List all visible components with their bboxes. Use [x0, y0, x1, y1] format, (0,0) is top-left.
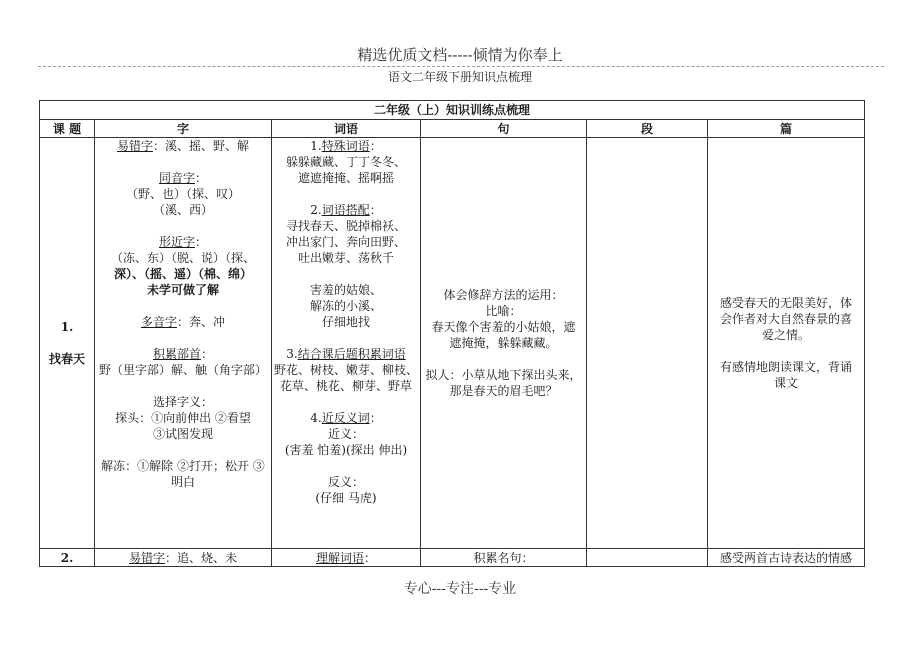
paragraph-cell [587, 138, 708, 549]
jiedong-meaning-2: 明白 [170, 475, 195, 489]
header-lesson: 课 题 [40, 120, 95, 138]
synonyms-value: (害羞 怕羞)(探出 伸出) [284, 443, 408, 457]
similar-chars-line-2: 深）、（摇、遥）（棉、绵） [113, 267, 252, 281]
header-words: 词语 [272, 120, 421, 138]
homophones-line-1: （野、也）（探、叹） [125, 187, 240, 201]
error-prone-label: 易错字 [116, 139, 153, 153]
table-row [40, 138, 865, 549]
character-cell [95, 549, 272, 567]
rhetoric-heading: 体会修辞方法的运用： [443, 288, 564, 302]
passage-line-3: 爱之情。 [762, 328, 811, 342]
special-words-label: 特殊词语 [321, 139, 370, 153]
character-cell [95, 138, 272, 549]
polyphones-label: 多音字 [140, 315, 177, 329]
passage-line-4: 有感情地朗读课文，背诵 [720, 360, 853, 374]
accumulate-words-line-1: 野花、树枝、嫩芽、柳枝、 [274, 363, 418, 377]
passage-line-2: 会作者对大自然春景的喜 [720, 312, 853, 326]
table-title: 二年级（上）知识训练点梳理 [40, 101, 865, 120]
collocations-line-1: 寻找春天、脱掉棉袄、 [285, 219, 406, 233]
accumulate-words-line-2: 花草、桃花、柳芽、野草 [279, 379, 412, 393]
error-prone-chars [97, 138, 269, 154]
homophones-heading [97, 170, 269, 186]
lesson-number: 2. [60, 550, 74, 565]
synonyms-antonyms-label: 近反义词 [321, 411, 370, 425]
personification-line-1: 拟人：小草从地下探出头来， [425, 368, 582, 382]
special-words-prefix: 1. [310, 139, 322, 153]
passage-cell [708, 549, 865, 567]
passage-line-1: 感受两首古诗表达的情感 [720, 550, 853, 565]
special-words-colon: ： [369, 139, 382, 153]
paragraph-cell [587, 549, 708, 567]
sentence-cell [421, 138, 587, 549]
radicals-label: 积累部首 [152, 347, 201, 361]
error-prone-value: ：追、烧、未 [165, 550, 238, 565]
collocations-colon: ： [369, 203, 382, 217]
understand-words-colon: ： [364, 550, 377, 565]
personification-line-2: 那是春天的眉毛吧？ [449, 384, 558, 398]
collocations-line-5: 解冻的小溪、 [309, 299, 382, 313]
collocations-line-4: 害羞的姑娘、 [309, 283, 382, 297]
accumulate-words-heading [274, 346, 418, 362]
document-footer: 专心---专注---专业 [403, 581, 517, 597]
famous-lines: 积累名句： [473, 550, 534, 565]
antonyms-value: (仔细 马虎) [315, 491, 377, 505]
accumulate-words-label: 结合课后题积累词语 [297, 347, 406, 361]
metaphor-line-1: 春天像个害羞的小姑娘，遮 [431, 320, 576, 334]
passage-line-5: 课文 [774, 376, 799, 390]
sentence-cell [421, 549, 587, 567]
understand-words [274, 550, 418, 566]
lesson-cell [40, 138, 95, 549]
similar-chars-line-1: （冻、东）（脱、说）（探、 [110, 251, 255, 265]
document-header-title: 精选优质文档-----倾情为你奉上 [357, 46, 563, 64]
table-header-row [40, 120, 865, 138]
passage-line-1: 感受春天的无限美好，体 [720, 296, 853, 310]
document-subtitle: 语文二年级下册知识点梳理 [387, 70, 532, 84]
table-title-row [40, 101, 865, 120]
tantou-meaning-2: ③试图发现 [152, 427, 213, 441]
accumulate-words-prefix: 3. [286, 347, 298, 361]
special-words-line-1: 躲躲藏藏、丁丁冬冬、 [285, 155, 406, 169]
words-cell [272, 138, 421, 549]
radicals-heading [97, 346, 269, 362]
special-words-heading [274, 138, 418, 154]
header-sentence: 句 [421, 120, 587, 138]
homophones-line-2: （溪、西） [152, 203, 213, 217]
synonyms-label: 近义： [327, 427, 364, 441]
header-paragraph: 段 [587, 120, 708, 138]
words-cell [272, 549, 421, 567]
error-prone-value: ：溪、摇、野、解 [153, 139, 250, 153]
homophones-colon: ： [195, 171, 208, 185]
collocations-line-3: 吐出嫩芽、荡秋千 [297, 251, 394, 265]
tantou-meaning-1: 探头：①向前伸出 ②看望 [115, 411, 251, 425]
understand-words-label: 理解词语 [315, 550, 364, 565]
synonyms-antonyms-heading [274, 410, 418, 426]
header-passage: 篇 [708, 120, 865, 138]
char-meaning-heading: 选择字义： [152, 395, 213, 409]
polyphones-value: ：奔、冲 [177, 315, 226, 329]
passage-cell [708, 138, 865, 549]
table-row [40, 549, 865, 567]
synonyms-antonyms-colon: ： [369, 411, 382, 425]
homophones-label: 同音字 [158, 171, 195, 185]
error-prone-chars [97, 550, 269, 566]
synonyms-antonyms-prefix: 4. [310, 411, 322, 425]
lesson-cell [40, 549, 95, 567]
collocations-heading [274, 202, 418, 218]
header-character: 字 [95, 120, 272, 138]
collocations-line-6: 仔细地找 [321, 315, 370, 329]
lesson-number: 1. [60, 320, 74, 334]
header-divider [38, 66, 884, 67]
knowledge-table [39, 100, 865, 567]
similar-chars-label: 形近字 [158, 235, 195, 249]
lesson-name: 找春天 [48, 352, 85, 366]
antonyms-label: 反义： [327, 475, 364, 489]
optional-note: 未学可做了解 [146, 283, 219, 297]
metaphor-line-2: 遮掩掩，躲躲藏藏。 [449, 336, 558, 350]
radicals-colon: ： [201, 347, 214, 361]
error-prone-label: 易错字 [128, 550, 165, 565]
similar-chars-colon: ： [195, 235, 208, 249]
collocations-prefix: 2. [310, 203, 322, 217]
special-words-line-2: 遮遮掩掩、摇啊摇 [297, 171, 394, 185]
polyphones [97, 314, 269, 330]
similar-chars-heading [97, 234, 269, 250]
collocations-line-2: 冲出家门、奔向田野、 [285, 235, 406, 249]
collocations-label: 词语搭配 [321, 203, 370, 217]
metaphor-label: 比喻： [485, 304, 522, 318]
jiedong-meaning-1: 解冻：①解除 ②打开；松开 ③ [101, 459, 265, 473]
radicals-value: 野（里字部）解、触（角字部） [98, 363, 267, 377]
